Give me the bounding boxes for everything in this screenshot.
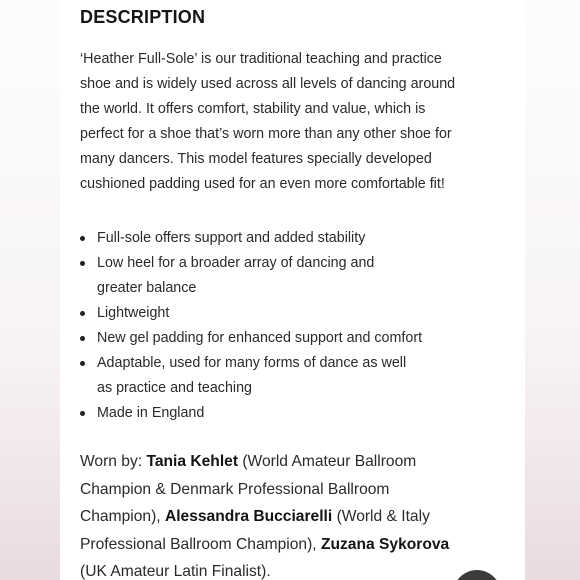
description-line: shoe and is widely used across all levels of dancing around [80,76,456,92]
feature-list [80,226,520,426]
worn-by-line [80,531,520,559]
feature-item [80,326,520,351]
description-line: the world. It offers comfort, stability and value, which is [80,101,426,117]
feature-item [80,301,520,326]
dancer-title: Champion), [80,508,165,525]
description-line: cushioned padding used for an even more comfortable fit! [80,176,445,192]
dancer-name: Zuzana Sykorova [320,535,450,553]
feature-text: Low heel for a broader array of dancing and [97,255,375,271]
feature-text: Full-sole offers support and added stability [97,230,366,246]
worn-by-label: Worn by: [80,453,147,470]
bullet-icon [80,236,85,241]
bullet-icon [80,336,85,341]
description-line: many dancers. This model features specially developed [80,151,432,167]
feature-text: Adaptable, used for many forms of dance as well [97,355,407,371]
feature-item [80,351,520,401]
feature-text: Lightweight [97,305,170,321]
description-line: perfect for a shoe that’s worn more than any other shoe for [80,126,452,142]
dancer-name: Alessandra Bucciarelli [164,508,333,525]
feature-item [80,226,520,251]
feature-text: Made in England [97,405,205,421]
bullet-icon [80,361,85,366]
dancer-name: Tania Kehlet [146,453,239,470]
feature-text: New gel padding for enhanced support and comfort [97,330,423,346]
worn-by-paragraph [80,448,520,580]
worn-by-line [80,448,520,476]
feature-item [80,401,520,426]
dancer-title: (World & Italy [332,508,430,525]
description-line: ‘Heather Full-Sole’ is our traditional teaching and practice [80,51,442,67]
description-paragraph [80,47,520,197]
bullet-icon [80,261,85,266]
description-heading: DESCRIPTION [80,7,206,27]
worn-by-line [80,503,520,531]
dancer-title: (World Amateur Ballroom [238,453,417,470]
product-description-card [60,0,525,580]
dancer-title: Professional Ballroom Champion), [80,535,321,553]
feature-text: as practice and teaching [97,380,252,396]
bullet-icon [80,411,85,416]
worn-by-line: Champion & Denmark Professional Ballroom [80,480,390,498]
worn-by-line: (UK Amateur Latin Finalist). [80,563,271,580]
feature-text: greater balance [97,280,197,296]
bullet-icon [80,311,85,316]
feature-item [80,251,520,301]
